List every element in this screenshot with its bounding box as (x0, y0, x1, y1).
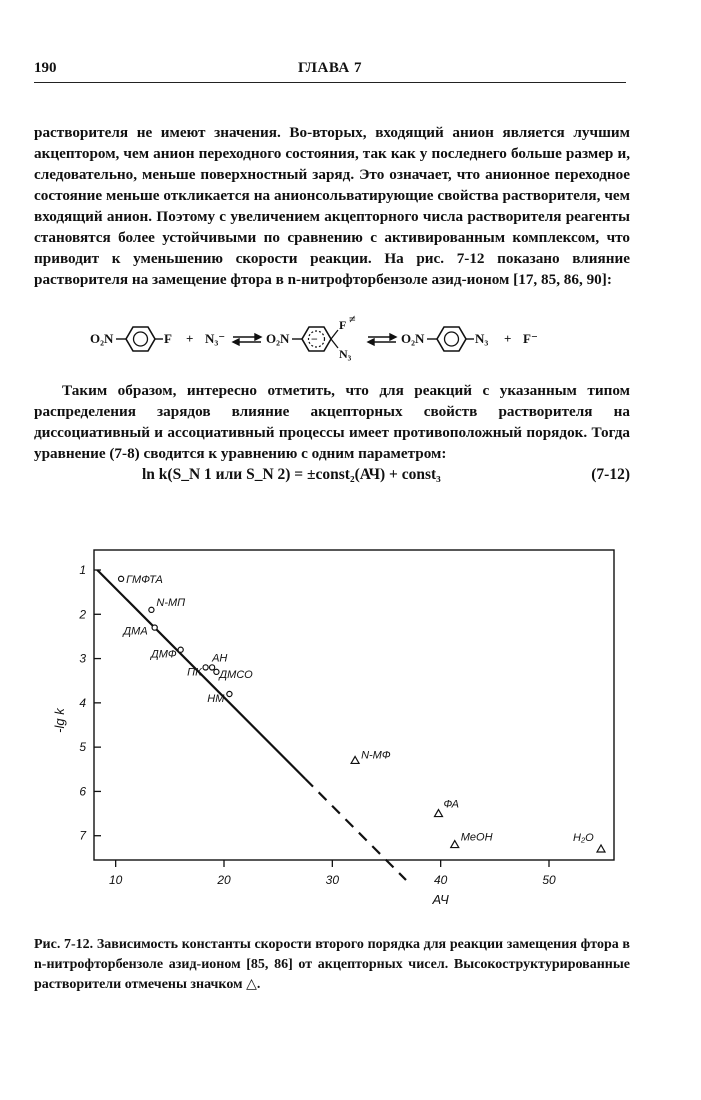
data-point-triangle (435, 810, 443, 817)
ts-f: F (339, 318, 347, 332)
y-tick-label: 1 (79, 563, 86, 577)
page-number: 190 (34, 60, 57, 76)
paragraph-2: Таким образом, интересно отметить, что для реакций с указанным типом распределения зарядов влияние акцепторных свойств растворителя на диссоциативный и ассоциативный процессы имеет противоположный порядок. Тогда уравнение (7-8) сводится к уравнению с одним параметром: (34, 382, 630, 462)
equilibrium-arrow-icon (233, 334, 261, 345)
data-point-label: N-МП (156, 596, 186, 609)
data-point-circle (227, 691, 232, 696)
product-n3: N₃ (475, 331, 489, 346)
equation-formula: ln k(S_N 1 или S_N 2) = ±const₂(АЧ) + const₃ (142, 466, 441, 483)
y-axis-label: -lg k (52, 708, 67, 733)
y-tick-label: 6 (79, 784, 86, 799)
y-tick-label: 5 (79, 740, 86, 755)
ts-charge: − (311, 332, 318, 346)
data-point-label: АН (212, 652, 228, 665)
x-tick-label: 40 (433, 873, 448, 887)
ts-n3: N₃ (339, 347, 352, 361)
data-point-label: ДМФ (151, 648, 177, 661)
data-point-label: ГМФТА (126, 573, 163, 586)
data-point-triangle (597, 845, 605, 852)
data-point-label: ДМСО (219, 668, 253, 681)
reactant-f: F (164, 331, 172, 346)
fluoride-ion: F⁻ (523, 331, 538, 346)
ts-o2n: O₂N (266, 331, 290, 346)
y-tick-label: 7 (79, 828, 86, 843)
data-point-circle (209, 665, 214, 670)
x-tick-label: 30 (325, 873, 340, 887)
reaction-scheme (90, 312, 630, 368)
azide-ion: N₃⁻ (205, 331, 226, 346)
ts-double-dagger: ≠ (349, 312, 356, 326)
plus-sign-2: + (504, 331, 512, 346)
figure-7-12-chart (30, 540, 630, 920)
data-point-circle (152, 625, 157, 630)
data-point-label: N-МФ (361, 749, 391, 762)
equation-number: (7-12) (591, 466, 630, 483)
x-tick-label: 10 (108, 873, 123, 887)
reactant-o2n: O₂N (90, 331, 114, 346)
data-point-circle (203, 665, 208, 670)
plus-sign-1: + (186, 331, 194, 346)
y-tick-label: 3 (79, 651, 86, 666)
x-axis-label: АЧ (432, 892, 449, 907)
paragraph-1: растворителя не имеют значения. Во-вторых, входящий анион является лучшим акцептором, чем анион переходного состояния, так как у последнего больше размер и, следовательно, меньше поверхностный заряд. Это означает, что анионное переходное состояние меньше откликается на анионсольватирующие свойства растворителя, чем входящий анион. Поэтому с увеличением акцепторного числа растворителя реагенты становятся более устойчивыми по сравнению с активированным комплексом, что приводит к уменьшению скорости реакции. На рис. 7-12 показано влияние растворителя на замещение фтора в n-нитрофторбензоле азид-ионом [17, 85, 86, 90]: (34, 124, 630, 288)
x-tick-label: 50 (542, 873, 556, 887)
y-tick-label: 4 (79, 695, 86, 710)
figure-caption: Рис. 7-12. Зависимость константы скорости второго порядка для реакции замещения фтора в n-нитрофторбензоле азид-ионом [85, 86] от акцепторных чисел. Высокоструктурированные растворители отмечены значком △. (34, 937, 630, 992)
data-point-circle (178, 647, 183, 652)
data-point-label: ДМА (123, 625, 148, 638)
y-tick-label: 2 (79, 607, 86, 622)
product-ring-icon (437, 327, 466, 351)
data-point-label: H₂O (573, 832, 594, 844)
data-point-circle (214, 669, 219, 674)
page-header (34, 58, 626, 83)
chapter-title: ГЛАВА 7 (298, 60, 362, 76)
fit-line-dashed (305, 779, 406, 880)
equation-7-12 (34, 466, 630, 490)
data-point-label: ПК (187, 666, 202, 679)
x-tick-label: 20 (217, 873, 231, 887)
product-o2n: O₂N (401, 331, 425, 346)
benzene-ring-icon (126, 327, 155, 351)
data-point-triangle (451, 841, 459, 848)
data-point-label: ФА (443, 798, 459, 811)
data-point-label: НМ (207, 693, 225, 705)
data-point-circle (149, 607, 154, 612)
data-point-circle (118, 576, 123, 581)
data-point-label: MeOH (460, 831, 493, 844)
data-point-triangle (351, 756, 359, 763)
equilibrium-arrow-icon-2 (368, 334, 396, 345)
